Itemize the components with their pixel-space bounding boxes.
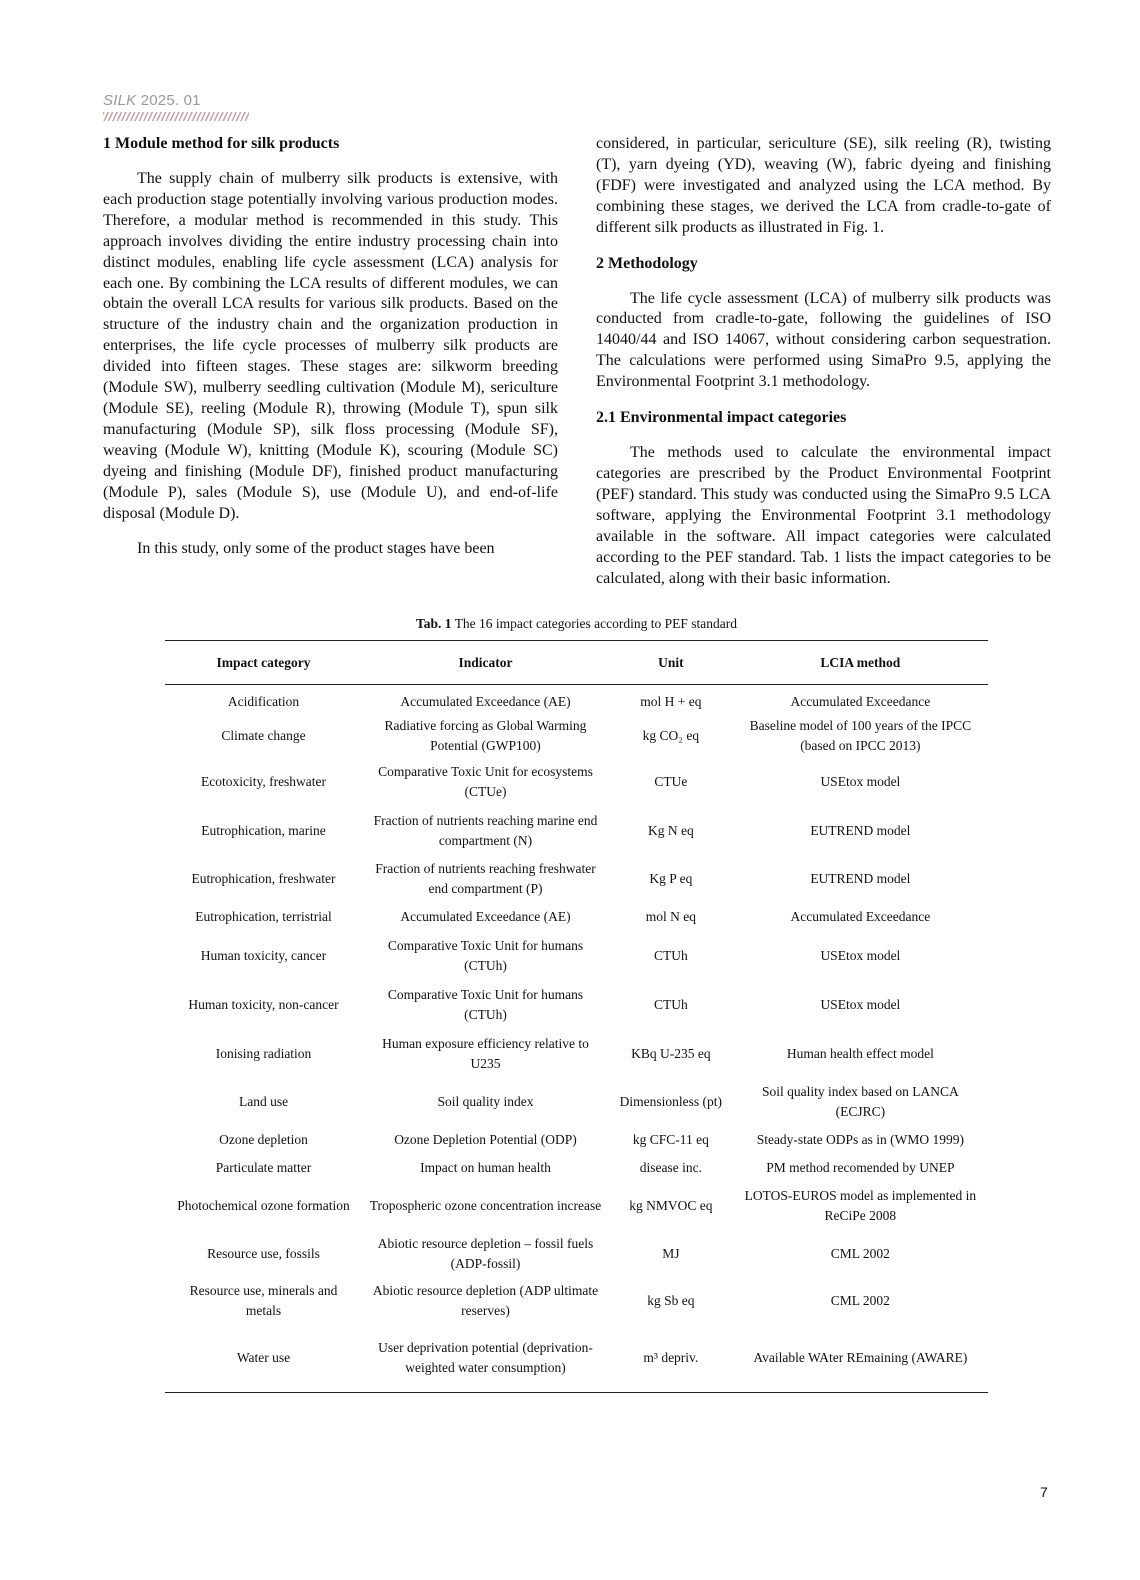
table-row [165, 856, 988, 903]
cell-indicator: Accumulated Exceedance (AE) [400, 909, 571, 924]
cell-indicator: Abiotic resource depletion (ADP ultimate reserves) [372, 1283, 599, 1318]
cell-impact-category: Particulate matter [215, 1160, 312, 1175]
cell-lcia-method: Accumulated Exceedance [790, 693, 931, 709]
cell-unit: mol N eq [645, 909, 696, 924]
cell-lcia-method: Human health effect model [786, 1045, 934, 1061]
header-hatch-decoration [103, 112, 249, 121]
cell-lcia-method: EUTREND model [810, 871, 911, 886]
cell-indicator: Impact on human health [420, 1160, 551, 1175]
cell-impact-category: Human toxicity, cancer [200, 948, 327, 963]
cell-indicator: Tropospheric ozone concentration increase [369, 1197, 602, 1213]
paragraph-module-method: The supply chain of mulberry silk products is extensive, with each production stage potentially involving various production modes. Therefore, a modular method is recommended in this study. This approach involves dividing the entire industry processing chain into distinct modules, enabling life cycle assessment (LCA) analysis for each one. By combining the LCA results of different modules, we can obtain the overall LCA results for various silk products. Based on the structure of the industry chain and the organization production in enterprises, the life cycle processes of mulberry silk products are divided into fifteen stages. These stages are: silkworm breeding (Module SW), mulberry seedling cultivation (Module M), sericulture (Module SE), reeling (Module R), throwing (Module T), spun silk manufacturing (Module SP), silk floss processing (Module SF), weaving (Module W), knitting (Module K), scouring (Module SC) dyeing and finishing (Module DF), finished product manufacturing (Module P), sales (Module S), use (Module U), and end-of-life disposal (Module D). [103, 170, 558, 522]
cell-unit: mol H + eq [640, 693, 702, 709]
section-1-heading: 1 Module method for silk products [103, 135, 340, 152]
cell-unit: Dimensionless (pt) [619, 1093, 723, 1109]
table-row [165, 1278, 988, 1325]
table-row [165, 685, 988, 714]
cell-impact-category: Resource use, minerals and metals [189, 1283, 338, 1318]
cell-unit: CTUh [653, 948, 688, 963]
cell-lcia-method: Soil quality index based on LANCA (ECJRC) [761, 1083, 959, 1119]
cell-indicator: Comparative Toxic Unit for humans (CTUh) [387, 938, 584, 973]
header-unit: Unit [658, 654, 684, 670]
cell-impact-category: Resource use, fossils [207, 1245, 320, 1261]
cell-unit: m³ depriv. [643, 1350, 699, 1366]
table-row [165, 1155, 988, 1182]
section-2-heading: 2 Methodology [596, 254, 698, 272]
table-row [165, 1230, 988, 1278]
cell-lcia-method: Available WAter REmaining (AWARE) [753, 1350, 968, 1366]
cell-lcia-method: USEtox model [820, 948, 901, 963]
table-row [165, 981, 988, 1030]
cell-impact-category: Eutrophication, marine [201, 823, 326, 838]
cell-lcia-method: Accumulated Exceedance [790, 909, 931, 924]
table-body [165, 685, 988, 1393]
cell-lcia-method: USEtox model [820, 997, 901, 1012]
table-row [165, 932, 988, 981]
cell-lcia-method: USEtox model [820, 774, 901, 789]
cell-impact-category: Eutrophication, freshwater [191, 871, 336, 886]
cell-impact-category: Ionising radiation [215, 1045, 312, 1061]
cell-indicator: Ozone Depletion Potential (ODP) [394, 1132, 577, 1147]
cell-indicator: Fraction of nutrients reaching freshwater end compartment (P) [375, 861, 596, 896]
cell-indicator: Abiotic resource depletion – fossil fuels (ADP-fossil) [377, 1235, 594, 1271]
table-row [165, 714, 988, 758]
cell-unit: Kg P eq [649, 871, 693, 886]
cell-unit: kg CFC-11 eq [632, 1132, 709, 1147]
cell-indicator: Soil quality index [437, 1093, 534, 1109]
cell-unit: kg CO₂ eq [642, 727, 700, 743]
cell-impact-category: Human toxicity, non-cancer [188, 997, 339, 1012]
section-2-1-heading: 2.1 Environmental impact categories [596, 409, 847, 427]
cell-impact-category: Ecotoxicity, freshwater [200, 774, 327, 789]
paragraph-product-stages-continued: considered, in particular, sericulture (SE), silk reeling (R), twisting (T), yarn dyeing (YD), weaving (W), fabric dyeing and finishing (FDF) were investigated and analyzed using the LCA method. By combining these stages, we derived the LCA from cradle-to-gate of different silk products as illustrated in Fig. 1. [596, 135, 1051, 236]
paragraph-product-stages: In this study, only some of the product stages have been [137, 540, 495, 558]
cell-unit: disease inc. [639, 1160, 702, 1175]
table-row [165, 1325, 988, 1393]
right-column [596, 134, 1051, 589]
cell-impact-category: Land use [238, 1093, 289, 1109]
paragraph-methodology: The life cycle assessment (LCA) of mulberry silk products was conducted from cradle-to-gate, following the guidelines of ISO 14040/44 and ISO 14067, without considering carbon sequestration. The calculations were performed using SimaPro 9.5, applying the Environmental Footprint 3.1 methodology. [596, 289, 1051, 391]
paragraph-impact-categories: The methods used to calculate the environmental impact categories are prescribed by the Product Environmental Footprint (PEF) standard. This study was conducted using the SimaPro 9.5 LCA software, applying the Environmental Footprint 3.1 methodology available in the software. All impact categories were calculated according to the PEF standard. Tab. 1 lists the impact categories to be calculated, along with their basic information. [596, 444, 1051, 587]
journal-header [103, 92, 201, 109]
header-indicator: Indicator [458, 654, 513, 670]
table-row [165, 807, 988, 856]
cell-lcia-method: Steady-state ODPs as in (WMO 1999) [756, 1132, 965, 1147]
cell-indicator: Radiative forcing as Global Warming Potential (GWP100) [384, 717, 587, 753]
cell-impact-category: Climate change [221, 727, 306, 743]
impact-categories-table [165, 640, 988, 1393]
table-row [165, 1030, 988, 1078]
cell-unit: KBq U-235 eq [631, 1045, 711, 1061]
cell-indicator: Comparative Toxic Unit for humans (CTUh) [387, 987, 584, 1022]
cell-indicator: Comparative Toxic Unit for ecosystems (CTUe) [378, 764, 593, 799]
cell-indicator: Accumulated Exceedance (AE) [400, 693, 571, 709]
cell-unit: kg NMVOC eq [629, 1197, 713, 1213]
page-number: 7 [1040, 1484, 1048, 1500]
table-row [165, 1078, 988, 1126]
table-row [165, 758, 988, 807]
table-row [165, 903, 988, 932]
cell-unit: MJ [662, 1245, 680, 1261]
cell-impact-category: Water use [236, 1350, 291, 1366]
cell-impact-category: Acidification [227, 693, 300, 709]
cell-unit: CTUe [654, 774, 688, 789]
cell-lcia-method: CML 2002 [830, 1293, 890, 1308]
cell-lcia-method: EUTREND model [810, 823, 911, 838]
cell-impact-category: Ozone depletion [219, 1132, 308, 1147]
table-caption-text: The 16 impact categories according to PEF standard [454, 616, 737, 631]
table-header-row [165, 641, 988, 685]
cell-unit: kg Sb eq [647, 1293, 695, 1308]
header-lcia-method: LCIA method [820, 654, 901, 670]
cell-impact-category: Photochemical ozone formation [177, 1197, 350, 1213]
journal-issue: 2025. 01 [140, 92, 201, 109]
cell-unit: Kg N eq [647, 823, 694, 838]
cell-impact-category: Eutrophication, terristrial [195, 909, 332, 924]
cell-lcia-method: PM method recomended by UNEP [766, 1160, 955, 1175]
table-row [165, 1126, 988, 1155]
cell-indicator: User deprivation potential (deprivation-weighted water consumption) [378, 1340, 593, 1376]
table-caption [165, 616, 988, 632]
cell-lcia-method: CML 2002 [830, 1245, 890, 1261]
table-caption-label: Tab. 1 [416, 616, 452, 631]
cell-lcia-method: Baseline model of 100 years of the IPCC (based on IPCC 2013) [749, 717, 972, 753]
header-impact-category: Impact category [216, 654, 311, 670]
cell-unit: CTUh [653, 997, 688, 1012]
journal-name: SILK [103, 92, 137, 109]
table-row [165, 1182, 988, 1230]
cell-lcia-method: LOTOS-EUROS model as implemented in ReCiPe 2008 [744, 1187, 977, 1223]
left-column [103, 134, 558, 560]
cell-indicator: Human exposure efficiency relative to U235 [382, 1035, 589, 1071]
cell-indicator: Fraction of nutrients reaching marine end compartment (N) [373, 813, 598, 848]
